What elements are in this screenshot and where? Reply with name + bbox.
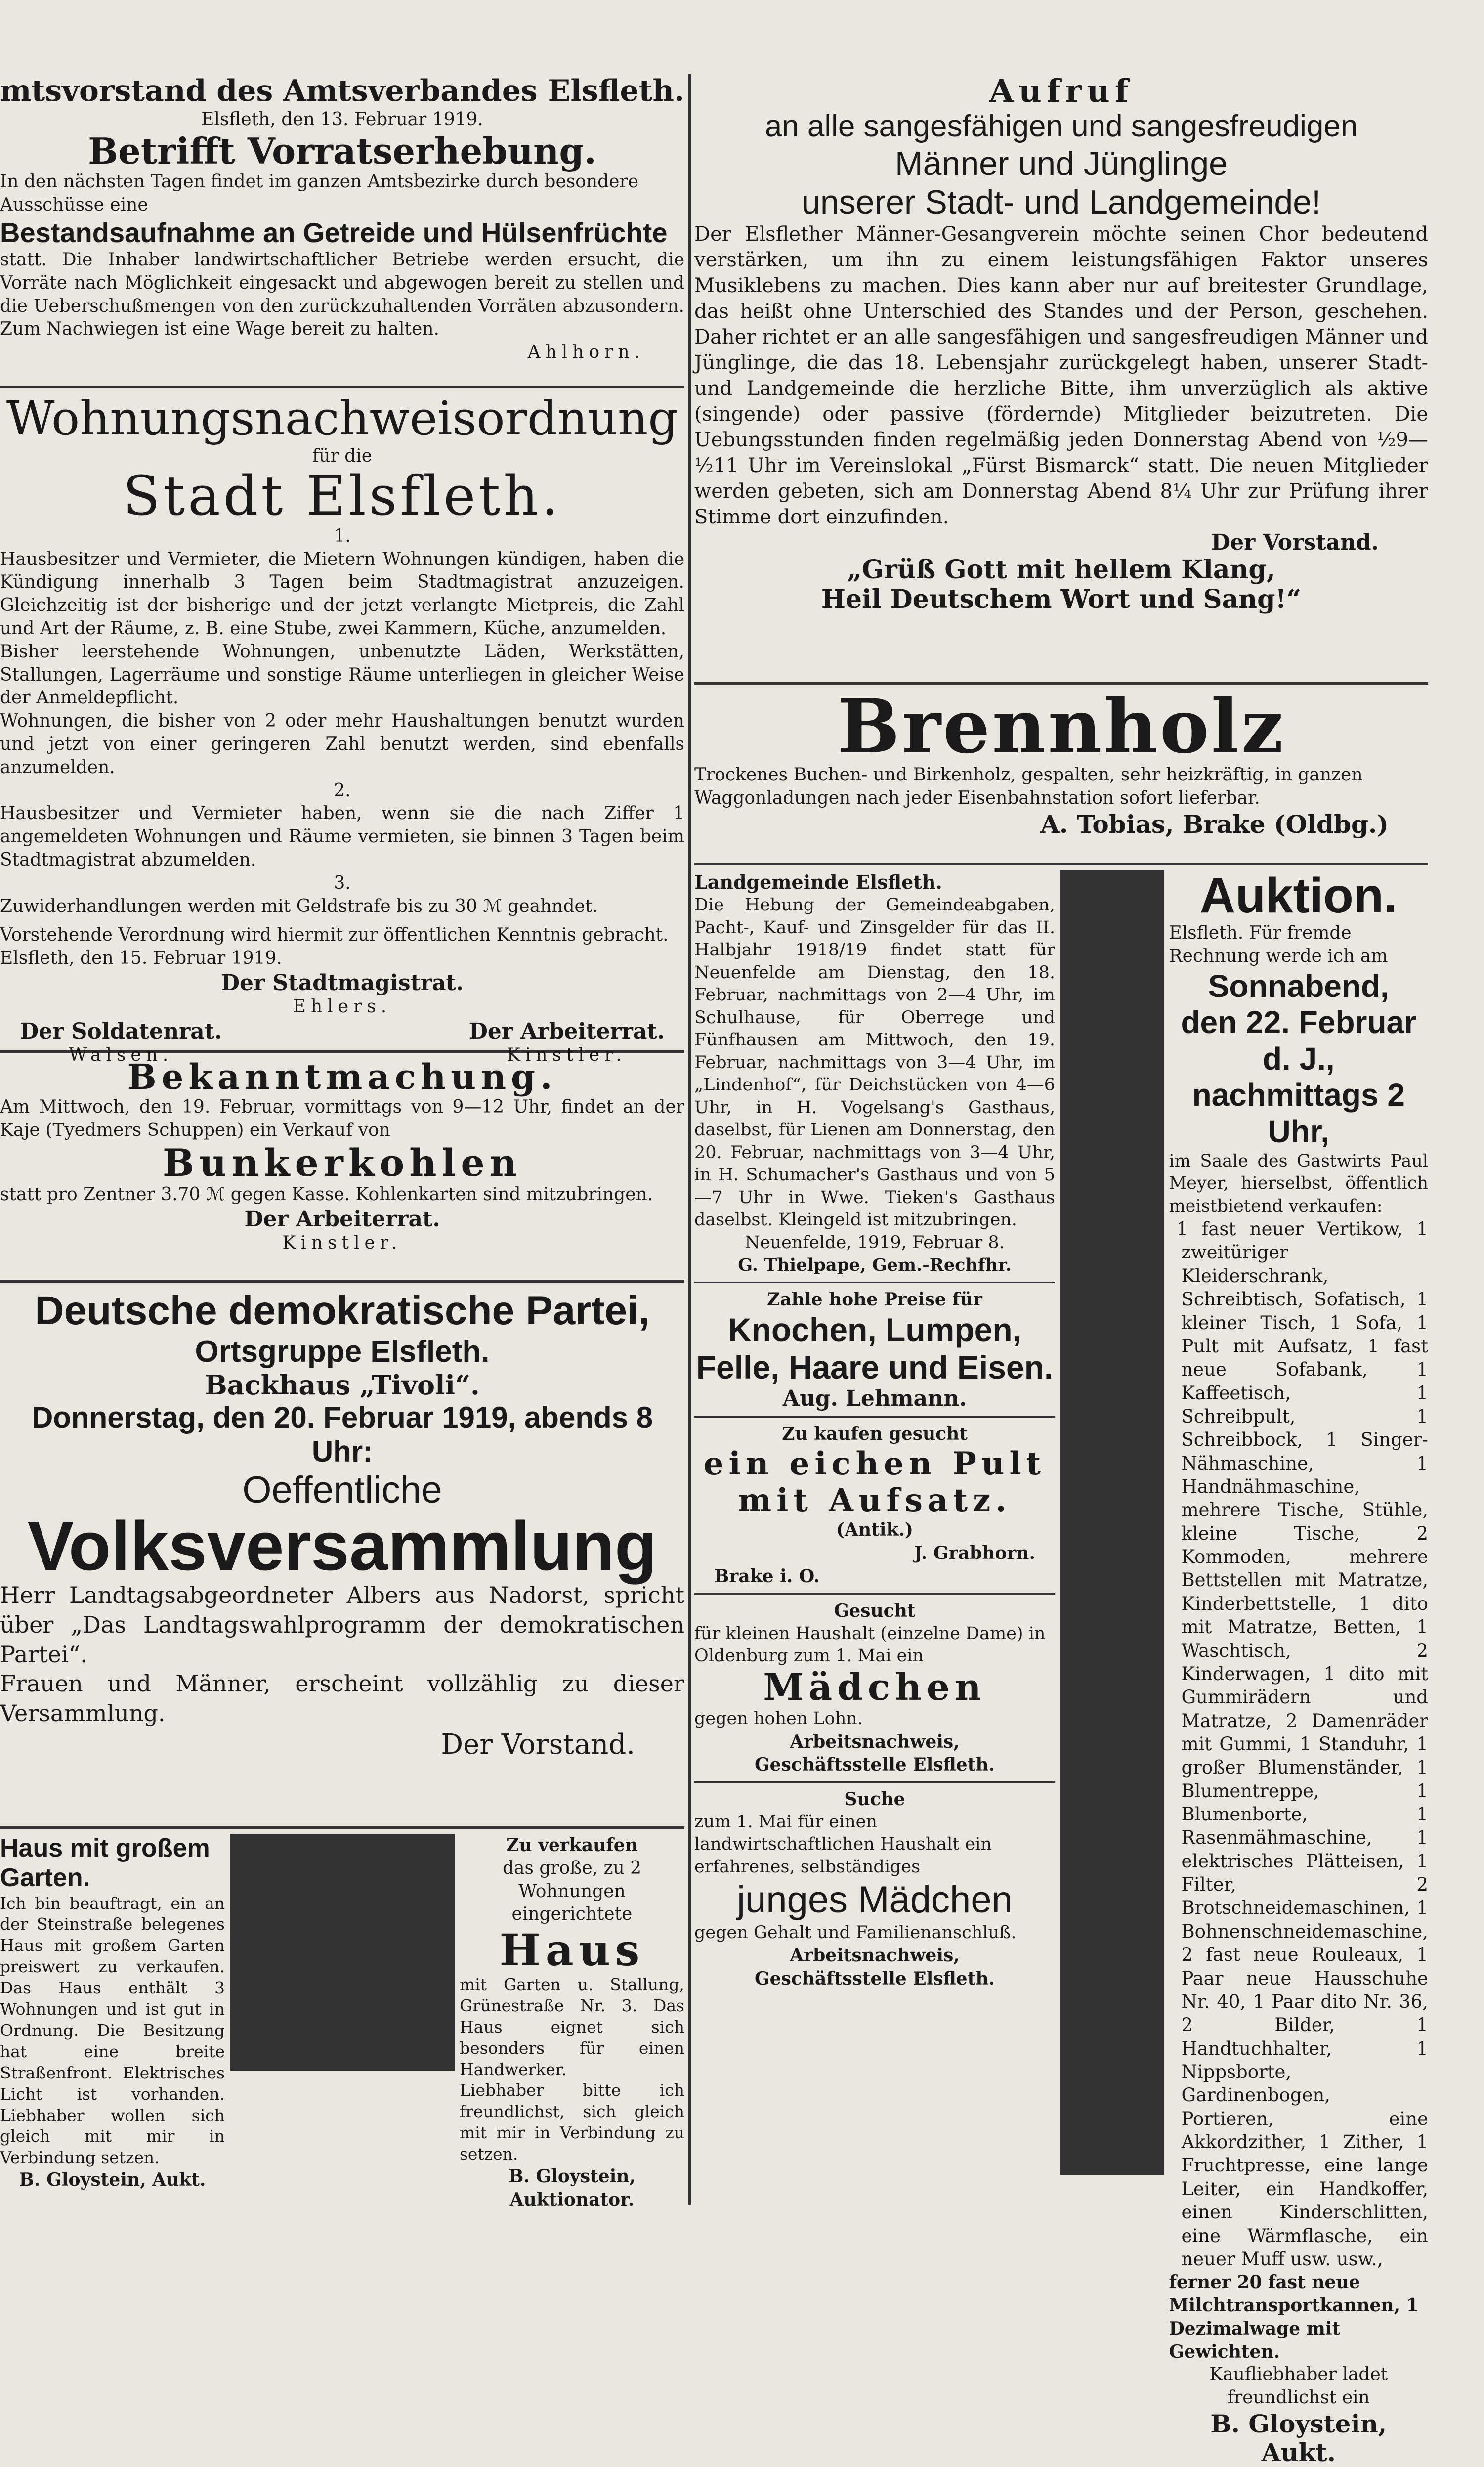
column-divider: [688, 74, 691, 2205]
ad-signature: Der Arbeiterrat.: [244, 1206, 440, 1232]
ad-text: zum 1. Mai für einen landwirtschaftlichen Haushalt ein erfahrenes, selbständiges: [694, 1812, 992, 1877]
ad-heading: Zu verkaufen: [506, 1835, 638, 1856]
ad-landgemeinde: [694, 870, 1055, 1277]
ad-header: mtsvorstand des Amtsverbandes Elsfleth.: [0, 74, 684, 108]
ad-number: 3.: [334, 872, 351, 893]
ad-datetime: Donnerstag, den 20. Februar 1919, abends 8 Uhr:: [31, 1400, 653, 1468]
ad-highlight: Bestandsaufnahme an Getreide und Hülsenfrüchte: [0, 216, 668, 248]
ad-highlight: junges Mädchen: [737, 1879, 1013, 1921]
ad-title: Wohnungsnachweisordnung: [6, 391, 678, 446]
ad-signature: Aug. Lehmann.: [782, 1386, 967, 1412]
ad-date: Sonnabend,: [1208, 968, 1389, 1004]
ad-signature: Arbeitsnachweis,: [790, 1945, 960, 1966]
ad-row: [694, 868, 1429, 2467]
ad-aufruf: [694, 74, 1428, 677]
ad-text: Zuwiderhandlungen werden mit Geldstrafe bis zu 30 ℳ geahndet.: [0, 896, 598, 916]
ad-text: Am Mittwoch, den 19. Februar, vormittags von 9—12 Uhr, findet an der Kaje (Tyedmers Schuppen) ein Verkauf von: [0, 1097, 684, 1140]
ad-date: Elsfleth, den 15. Februar 1919.: [0, 948, 282, 969]
ad-text: statt pro Zentner 3.70 ℳ gegen Kasse. Kohlenkarten sind mitzubringen.: [0, 1184, 653, 1205]
ad-highlight: Knochen, Lumpen, Felle, Haare und Eisen.: [696, 1311, 1054, 1385]
left-column: [0, 74, 684, 2210]
ad-signature: Der Stadtmagistrat.: [220, 970, 464, 995]
ad-venue: Backhaus „Tivoli“.: [205, 1369, 480, 1401]
ad-signature: A. Tobias, Brake (Oldbg.): [1040, 809, 1389, 839]
divider: [694, 863, 1428, 865]
ad-highlight: Bunkerkohlen: [163, 1140, 522, 1185]
ad-subtitle: an alle sangesfähigen und sangesfreudigen: [764, 109, 1358, 144]
ad-text: Frauen und Männer, erscheint vollzählig zu dieser Versammlung.: [0, 1670, 684, 1727]
divider: [694, 1282, 1055, 1283]
ad-text: (Antik.): [836, 1519, 913, 1541]
ad-highlight: Haus: [499, 1924, 645, 1976]
ad-motto: „Grüß Gott mit hellem Klang,: [847, 555, 1275, 585]
ad-text: ferner 20 fast neue Milchtransportkannen, 1 Dezimalwage mit Gewichten.: [1169, 2272, 1419, 2362]
ad-signature: Geschäftsstelle Elsfleth.: [754, 1968, 995, 1990]
ad-number: 1.: [334, 525, 351, 546]
ad-text: Vorstehende Verordnung wird hiermit zur öffentlichen Kenntnis gebracht.: [0, 925, 669, 946]
ad-text: für die: [312, 445, 373, 466]
ad-text: Der Elsflether Männer-Gesangverein möchte seinen Chor bedeutend verstärken, um ihn zu einem leistungsfähigen Faktor unseres Musiklebens zu machen. Dies kann aber nur auf breitester Grundlage, das heißt ohne Unterschied des Standes und der Person, geschehen. Daher richtet er an alle sangesfähigen und sangesfreudigen Männer und Jünglinge, die das 18. Lebensjahr zurückgelegt haben, unserer Stadt- und Landgemeinde die herzliche Bitte, ihm unverzüglich als aktive (singende) oder passive (fördernde) Mitglieder beizutreten. Die Uebungsstunden finden regelmäßig jeden Donnerstag Abend von ½9—½11 Uhr im Vereinslokal „Fürst Bismarck“ statt. Die neuen Mitglieder werden gebeten, sich am Donnerstag Abend 8¼ Uhr zur Prüfung ihrer Stimme dort einzufinden.: [694, 223, 1428, 529]
ad-signature-name: Kinstler.: [282, 1232, 402, 1253]
ad-signature: Ahlhorn.: [527, 342, 645, 363]
ad-text: Herr Landtagsabgeordneter Albers aus Nadorst, spricht über „Das Landtagswahlprogramm der demokratischen Partei“.: [0, 1582, 684, 1668]
ad-signature: Der Soldatenrat.: [20, 1018, 222, 1044]
ad-text: Kaufliebhaber ladet freundlichst ein: [1209, 2364, 1388, 2408]
ad-heading: Zu kaufen gesucht: [782, 1424, 968, 1445]
ad-brennholz: [694, 683, 1428, 858]
ad-text: Wohnungen, die bisher von 2 oder mehr Haushaltungen benutzt wurden und jetzt von einer geringeren Zahl benutzt werden, sind ebenfalls anzumelden.: [0, 711, 684, 778]
ad-date: Neuenfelde, 1919, Februar 8.: [745, 1232, 1005, 1253]
ad-maedchen: [694, 1600, 1055, 1776]
ad-highlight: Mädchen: [763, 1666, 986, 1709]
ad-heading: Suche: [844, 1789, 905, 1810]
ad-signature: B. Gloystein, Aukt.: [1210, 2409, 1387, 2467]
ad-subtitle: Oeffentliche: [242, 1469, 442, 1511]
ad-bekanntmachung: [0, 1058, 684, 1275]
ad-title: Aufruf: [989, 73, 1134, 110]
right-column: [694, 73, 1429, 2467]
ad-date: nachmittags 2 Uhr,: [1192, 1077, 1405, 1149]
ad-ddp: [0, 1288, 684, 1821]
ad-title: Haus mit großem Garten.: [0, 1834, 210, 1892]
ad-signature: B. Gloystein, Aukt.: [19, 2169, 206, 2191]
ad-subtitle: Stadt Elsfleth.: [123, 464, 562, 528]
ad-text: das große, zu 2 Wohnungen eingerichtete: [502, 1858, 642, 1925]
ad-text: Trockenes Buchen- und Birkenholz, gespalten, sehr heizkräftig, in ganzen Waggonladungen nach jeder Eisenbahnstation sofort lieferbar.: [694, 765, 1363, 808]
ad-title: Auktion.: [1199, 868, 1398, 923]
ad-signature: Geschäftsstelle Elsfleth.: [754, 1754, 995, 1775]
divider: [0, 1280, 684, 1283]
ad-text: In den nächsten Tagen findet im ganzen Amtsbezirke durch besondere Ausschüsse eine: [0, 171, 638, 215]
ad-text: im Saale des Gastwirts Paul Meyer, hierselbst, öffentlich meistbietend verkaufen:: [1169, 1151, 1428, 1216]
ad-text: Die Hebung der Gemeindeabgaben, Pacht-, Kauf- und Zinsgelder für das II. Halbjahr 1918/19 findet statt für Neuenfelde am Dienstag, den 18. Februar, nachmittags von 2—4 Uhr, im Schulhause, für Oberrege und Fünfhausen am Mittwoch, den 19. Februar, nachmittags von 3—4 Uhr, im „Lindenhof“, für Deichstücken von 4—6 Uhr, in H. Vogelsang's Gasthaus, daselbst, für Lienen am Donnerstag, den 20. Februar, nachmittags von 3—4 Uhr, in H. Schumacher's Gasthaus und von 5—7 Uhr in Wwe. Tieken's Gasthaus daselbst. Kleingeld ist mitzubringen.: [694, 895, 1055, 1230]
ad-auktion: [1169, 868, 1429, 2467]
ad-title: Deutsche demokratische Partei,: [35, 1288, 650, 1333]
ad-subtitle: Männer und Jünglinge: [895, 144, 1228, 182]
ad-heading: Gesucht: [834, 1600, 916, 1621]
divider: [694, 1593, 1055, 1595]
ad-text: Bisher leerstehende Wohnungen, unbenutzte Läden, Werkstätten, Stallungen, Lagerräume und sonstige Räume unterliegen in gleicher Weise der Anmeldepflicht.: [0, 641, 684, 708]
divider: [1060, 870, 1164, 2175]
ad-text: gegen hohen Lohn.: [694, 1709, 863, 1729]
ad-motto: Heil Deutschem Wort und Sang!“: [821, 584, 1302, 614]
divider: [694, 1416, 1055, 1418]
ad-title: Brennholz: [837, 683, 1285, 770]
ad-signature: Der Vorstand.: [1211, 530, 1379, 556]
ad-title: Betrifft Vorratserhebung.: [88, 130, 596, 172]
ad-text: für kleinen Haushalt (einzelne Dame) in Oldenburg zum 1. Mai ein: [694, 1623, 1046, 1666]
ad-signature: Der Arbeiterrat.: [468, 1018, 665, 1044]
ad-signature: Arbeitsnachweis,: [790, 1731, 960, 1752]
ad-wohnungsnachweis: [0, 391, 684, 1065]
divider: [0, 386, 684, 388]
ad-title: Bekanntmachung.: [127, 1056, 557, 1097]
ad-highlight: ein eichen Pult mit Aufsatz.: [703, 1445, 1046, 1519]
ad-heading: Zahle hohe Preise für: [767, 1289, 982, 1310]
ad-signature: J. Grabhorn.: [914, 1543, 1035, 1564]
ad-heading: Landgemeinde Elsfleth.: [694, 871, 942, 893]
ad-subtitle: unserer Stadt- und Landgemeinde!: [802, 183, 1321, 221]
ad-text: Hausbesitzer und Vermieter haben, wenn sie die nach Ziffer 1 angemeldeten Wohnungen und Räume vermieten, sie binnen 3 Tagen beim Stadtmagistrat abzumelden.: [0, 803, 684, 870]
ad-text: Liebhaber bitte ich freundlichst, sich gleich mit mir in Verbindung zu setzen.: [460, 2080, 684, 2164]
ad-vorratserhebung: [0, 74, 684, 381]
ad-text: Elsfleth. Für fremde Rechnung werde ich am: [1169, 923, 1388, 966]
ad-row: [0, 1834, 684, 2210]
ad-signature-name: Kinstler.: [507, 1044, 627, 1065]
ad-text: mit Garten u. Stallung, Grünestraße Nr. 3. Das Haus eignet sich besonders für einen Handwerker.: [460, 1974, 684, 2079]
ad-signature-name: Walsen.: [69, 1044, 173, 1065]
ad-number: 2.: [334, 780, 351, 801]
ad-haus-verkauf: [460, 1834, 684, 2210]
ad-haus-garten: [0, 1834, 225, 2191]
ad-date: den 22. Februar d. J.,: [1181, 1004, 1417, 1077]
ad-text: Ich bin beauftragt, ein an der Steinstraße belegenes Haus mit großem Garten preiswert zu verkaufen. Das Haus enthält 3 Wohnungen und ist gut in Ordnung. Die Besitzung hat eine breite Straßenfront. Elektrisches Licht ist vorhanden. Liebhaber wollen sich gleich mit mir in Verbindung setzen.: [0, 1893, 225, 2167]
ad-text: gegen Gehalt und Familienanschluß.: [694, 1922, 1017, 1943]
divider: [230, 1834, 455, 2071]
ad-date: Elsfleth, den 13. Februar 1919.: [201, 109, 483, 130]
ad-signature: G. Thielpape, Gem.-Rechfhr.: [738, 1255, 1012, 1276]
ad-signature-name: Ehlers.: [293, 996, 392, 1017]
ad-pult: [694, 1423, 1055, 1588]
ad-signature: B. Gloystein, Auktionator.: [508, 2166, 636, 2210]
ad-list: 1 fast neuer Vertikow, 1 zweitüriger Kleiderschrank, Schreibtisch, Sofatisch, 1 kleiner Tisch, 1 Sofa, 1 Pult mit Aufsatz, 1 fast neue Sofabank, 1 Kaffeetisch, 1 Schreibpult, 1 Schreibbock, 1 Singer-Nähmaschine, 1 Handnähmaschine, mehrere Tische, Stühle, kleine Tische, 2 Kommoden, mehrere Bettstellen mit Matratze, Kinderbettstelle, 1 dito mit Matratze, Betten, 1 Waschtisch, 2 Kinderwagen, 1 dito mit Gummirädern und Matratze, 2 Damenräder mit Gummi, 1 Standuhr, 1 großer Blumenständer, 1 Blumentreppe, 1 Blumenborte, 1 Rasenmähmaschine, 1 elektrisches Plätteisen, 1 Filter, 2 Brotschneidemaschinen, 1 Bohnenschneidemaschine, 2 fast neue Rouleaux, 1 Paar neue Hausschuhe Nr. 40, 1 Paar dito Nr. 36, 2 Bilder, 1 Handtuchhalter, 1 Nippsborte, Gardinenbogen, Portieren, eine Akkordzither, 1 Zither, 1 Fruchtpresse, eine lange Leiter, ein Handkoffer, einen Kinderschlitten, eine Wärmflasche, ein neuer Muff usw. usw.,: [1176, 1218, 1429, 2270]
divider: [694, 1781, 1055, 1783]
ad-junges-maedchen: [694, 1788, 1055, 1991]
right-sub-left: [694, 870, 1055, 2175]
ad-text: Hausbesitzer und Vermieter, die Mietern Wohnungen kündigen, haben die Kündigung innerhalb 3 Tagen beim Stadtmagistrat anzuzeigen. Gleichzeitig ist der bisherige und der jetzt verlangte Mietpreis, die Zahl und Art der Räume, z. B. eine Stube, zwei Kammern, Küche, anzumelden.: [0, 549, 684, 639]
ad-text: Brake i. O.: [714, 1566, 820, 1587]
ad-highlight: Volksversammlung: [27, 1507, 657, 1585]
ad-subtitle: Ortsgruppe Elsfleth.: [195, 1335, 490, 1369]
ad-text: statt. Die Inhaber landwirtschaftlicher Betriebe werden ersucht, die Vorräte nach Möglichkeit eingesackt und abgewogen bereit zu stellen und die Ueberschußmengen von den zurückzuhaltenden Vorräten abzusondern. Zum Nachwiegen ist eine Wage bereit zu halten.: [0, 249, 684, 340]
ad-lehmann: [694, 1288, 1055, 1412]
ad-signature: Der Vorstand.: [441, 1729, 635, 1761]
divider: [0, 1826, 684, 1829]
